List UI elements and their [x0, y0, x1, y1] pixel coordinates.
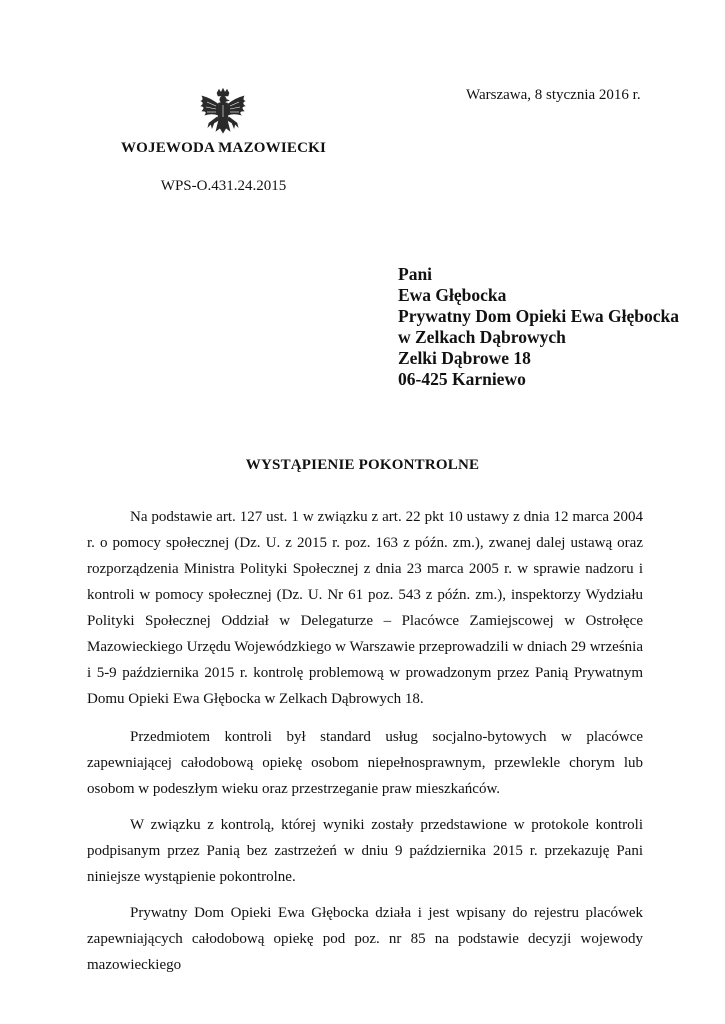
reference-number: WPS-O.431.24.2015 [160, 178, 287, 194]
date-line: Warszawa, 8 stycznia 2016 r. [466, 87, 641, 103]
addressee-line: Ewa Głębocka [398, 285, 507, 305]
addressee-block [398, 264, 679, 390]
body-paragraph: Prywatny Dom Opieki Ewa Głębocka działa i jest wpisany do rejestru placówek zapewniających całodobową opiekę pod poz. nr 85 na podstawie decyzji wojewody mazowieckiego [87, 905, 643, 973]
authority-name: WOJEWODA MAZOWIECKI [120, 140, 327, 156]
body-paragraph: Na podstawie art. 127 ust. 1 w związku z art. 22 pkt 10 ustawy z dnia 12 marca 2004 r. o pomocy społecznej (Dz. U. z 2015 r. poz. 163 z późn. zm.), zwanej dalej ustawą oraz rozporządzenia Ministra Polityki Społecznej z dnia 23 marca 2005 r. w sprawie nadzoru i kontroli w pomocy społecznej (Dz. U. Nr 61 poz. 543 z późn. zm.), inspektorzy Wydziału Polityki Społecznej Oddział w Delegaturze – Placówce Zamiejscowej w Ostrołęce Mazowieckiego Urzędu Wojewódzkiego w Warszawie przeprowadzili w dniach 29 września i 5-9 października 2015 r. kontrolę problemową w prowadzonym przez Panią Prywatnym Domu Opieki Ewa Głębocka w Zelkach Dąbrowych 18. [87, 509, 643, 707]
addressee-line: Prywatny Dom Opieki Ewa Głębocka [398, 306, 679, 326]
addressee-line: Zelki Dąbrowe 18 [398, 348, 531, 368]
addressee-line: 06-425 Karniewo [398, 369, 526, 389]
document-title: WYSTĄPIENIE POKONTROLNE [245, 457, 480, 473]
body-paragraph: W związku z kontrolą, której wyniki zostały przedstawione w protokole kontroli podpisanym przez Panią bez zastrzeżeń w dniu 9 października 2015 r. przekazuję Pani niniejsze wystąpienie pokontrolne. [87, 817, 643, 885]
polish-eagle-emblem-icon [196, 88, 250, 142]
addressee-line: Pani [398, 264, 433, 284]
body-paragraph: Przedmiotem kontroli był standard usług socjalno-bytowych w placówce zapewniającej całodobową opiekę osobom niepełnosprawnym, przewlekle chorym lub osobom w podeszłym wieku oraz przestrzeganie praw mieszkańców. [87, 729, 643, 797]
addressee-line: w Zelkach Dąbrowych [398, 327, 566, 347]
